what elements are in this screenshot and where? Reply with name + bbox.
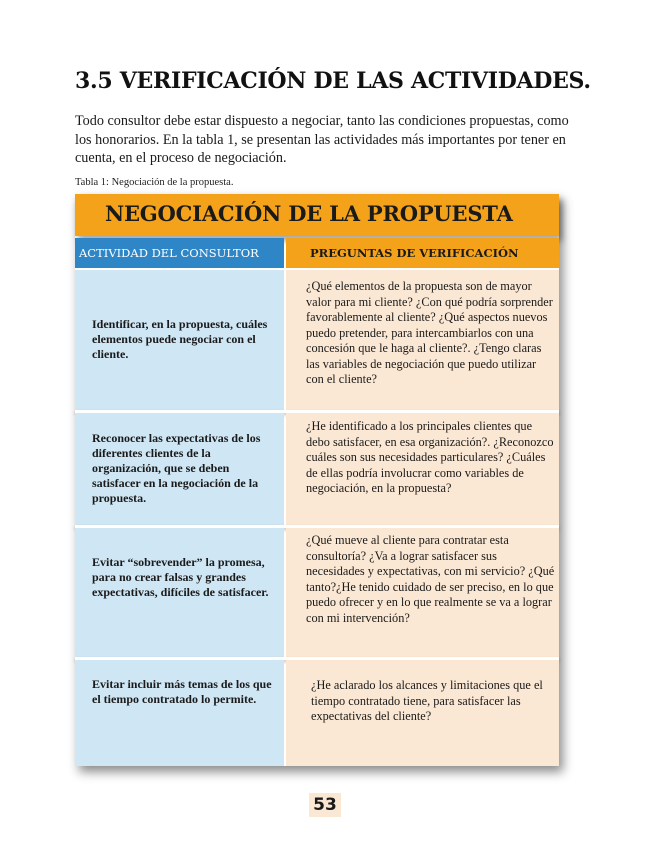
column-header-activity-label: ACTIVIDAD DEL CONSULTOR (79, 246, 259, 260)
table-row-4-questions (286, 660, 559, 766)
table-row-1-activity (75, 270, 284, 410)
activity-text: Evitar incluir más temas de los que el tiempo contratado lo permite. (92, 677, 272, 706)
column-header-questions (286, 238, 559, 268)
table-row-2-activity (75, 413, 284, 525)
questions-text: ¿He aclarado los alcances y limitaciones que el tiempo contratado tiene, para satisfacer las expectativas del cliente? (311, 678, 543, 723)
page-number: 53 (309, 793, 341, 817)
column-header-questions-label: PREGUNTAS DE VERIFICACIÓN (310, 246, 519, 260)
section-heading: 3.5 VERIFICACIÓN DE LAS ACTIVIDADES. (75, 68, 591, 94)
activity-text: Reconocer las expectativas de los diferentes clientes de la organización, que se deben satisfacer en la negociación de la propuesta. (92, 431, 261, 505)
intro-paragraph: Todo consultor debe estar dispuesto a negociar, tanto las condiciones propuestas, como los honorarios. En la tabla 1, se presentan las actividades más importantes por tener en cuenta, en el proceso de negociación. (75, 113, 569, 166)
questions-text: ¿He identificado a los principales clientes que debo satisfacer, en esa organización?. ¿Reconozco cuáles son sus necesidades particulares? ¿Cuáles de ellas podría involucrar como variables de negociación, en la propuesta? (306, 419, 554, 495)
column-header-activity (75, 238, 284, 268)
table-row-1-questions (286, 270, 559, 410)
activity-text: Identificar, en la propuesta, cuáles elementos puede negociar con el cliente. (92, 317, 268, 361)
table-row-3-questions (286, 528, 559, 657)
table-row-2-questions (286, 413, 559, 525)
table-title: NEGOCIACIÓN DE LA PROPUESTA (105, 201, 513, 226)
questions-text: ¿Qué elementos de la propuesta son de mayor valor para mi cliente? ¿Con qué podría sorprender favorablemente al cliente? ¿Qué aspectos nuevos puedo pretender, para intercambiarlos con una concesión que le haga al cliente?. ¿Tengo claras las variables de negociación que puedo utilizar con el cliente? (306, 279, 553, 386)
table-title-bar (75, 194, 559, 236)
questions-text: ¿Qué mueve al cliente para contratar esta consultoría? ¿Va a lograr satisfacer sus necesidades y expectativas, con mi servicio? ¿Qué tanto?¿He tenido cuidado de ser preciso, en lo que puedo ofrecer y en lo que realmente se va a lograr con mi intervención? (306, 533, 555, 625)
table-row-4-activity (75, 660, 284, 766)
activity-text: Evitar “sobrevender” la promesa, para no crear falsas y grandes expectativas, difíciles de satisfacer. (92, 555, 269, 599)
table-caption: Tabla 1: Negociación de la propuesta. (75, 177, 234, 188)
table-row-3-activity (75, 528, 284, 657)
negotiation-table (75, 194, 559, 766)
